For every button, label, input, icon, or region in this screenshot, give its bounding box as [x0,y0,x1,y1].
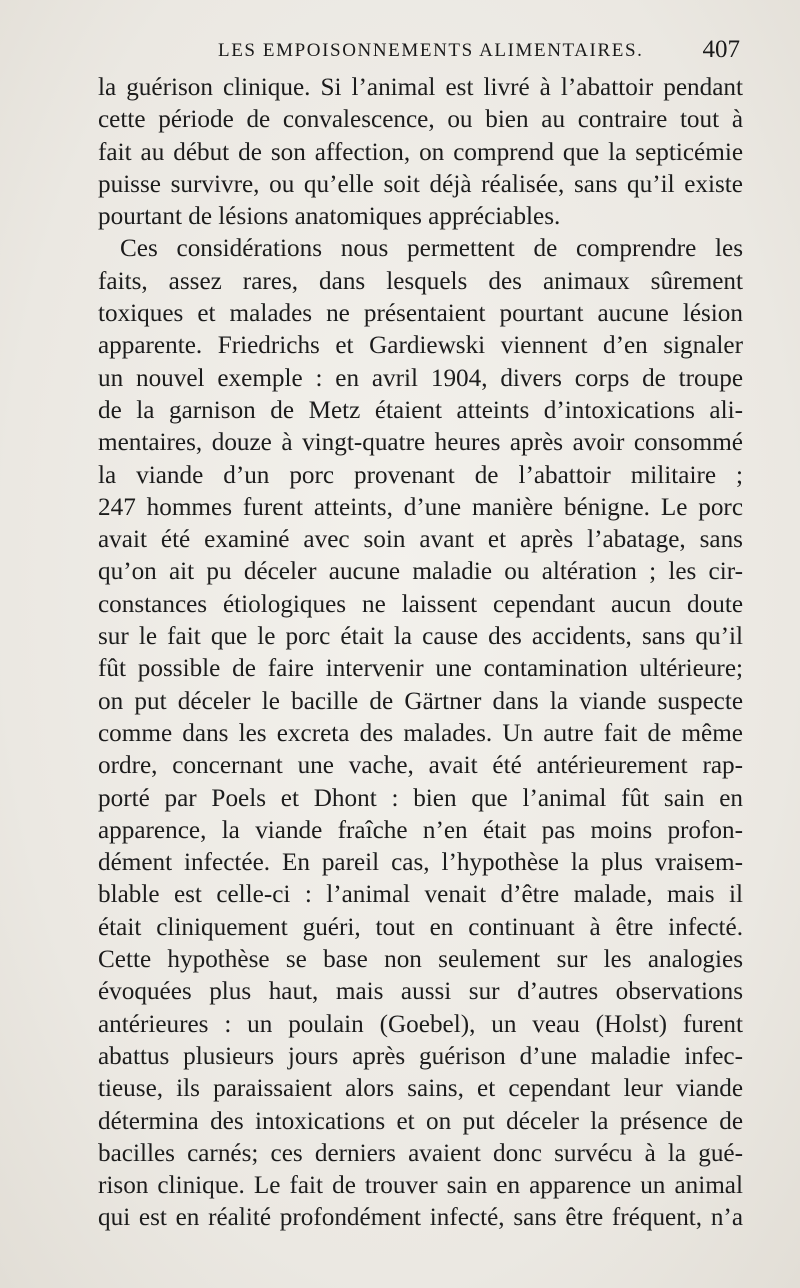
page-header [140,36,750,70]
text-line: puisse survivre, ou qu’elle soit déjà réalisée, sans qu’il existe [98,170,743,198]
page-number: 407 [702,36,740,63]
text-line: dément infectée. En pareil cas, l’hypothèse la plus vraisem- [98,849,743,877]
text-line: antérieures : un poulain (Goebel), un veau (Holst) furent [98,1010,743,1038]
text-line: la guérison clinique. Si l’animal est livré à l’abattoir pendant [98,74,743,101]
text-line: comme dans les excreta des malades. Un autre fait de même [98,719,743,747]
text-line: de la garnison de Metz étaient atteints d’intoxications ali- [98,396,743,424]
text-line: Ces considérations nous permettent de comprendre les [120,235,743,263]
text-line: rison clinique. Le fait de trouver sain en apparence un animal [98,1172,743,1200]
text-line: détermina des intoxications et on put déceler la présence de [98,1107,743,1135]
text-line: tieuse, ils paraissaient alors sains, et cependant leur viande [98,1075,743,1103]
text-line: blable est celle-ci : l’animal venait d’être malade, mais il [98,881,743,909]
running-title: LES EMPOISONNEMENTS ALIMENTAIRES. [218,40,644,61]
text-line: mentaires, douze à vingt-quatre heures après avoir consommé [98,429,743,457]
text-line: la viande d’un porc provenant de l’abattoir militaire ; [98,461,743,489]
text-line: faits, assez rares, dans lesquels des animaux sûrement [98,267,743,295]
text-line: qu’on ait pu déceler aucune maladie ou altération ; les cir- [98,558,743,586]
text-line: qui est en réalité profondément infecté, sans être fréquent, n’a [98,1204,743,1232]
text-line: fût possible de faire intervenir une contamination ultérieure; [98,655,743,683]
text-line: un nouvel exemple : en avril 1904, divers corps de troupe [98,364,743,392]
text-line: on put déceler le bacille de Gärtner dans la viande suspecte [98,687,743,715]
text-line: toxiques et malades ne présentaient pourtant aucune lésion [98,300,743,328]
text-line: cette période de convalescence, ou bien au contraire tout à [98,106,743,134]
text-line: sur le fait que le porc était la cause des accidents, sans qu’il [98,623,743,651]
text-line: avait été examiné avec soin avant et après l’abatage, sans [98,526,743,554]
text-line: constances étiologiques ne laissent cependant aucun doute [98,590,743,618]
text-line: 247 hommes furent atteints, d’une manière bénigne. Le porc [98,493,743,521]
text-line: bacilles carnés; ces derniers avaient donc survécu à la gué- [98,1139,743,1167]
text-line: ordre, concernant une vache, avait été antérieurement rap- [98,752,743,780]
text-line: était cliniquement guéri, tout en continuant à être infecté. [98,913,743,941]
text-line: apparente. Friedrichs et Gardiewski viennent d’en signaler [98,332,743,360]
text-line: abattus plusieurs jours après guérison d’une maladie infec- [98,1042,743,1070]
text-line: évoquées plus haut, mais aussi sur d’autres observations [98,978,743,1006]
text-line: porté par Poels et Dhont : bien que l’animal fût sain en [98,784,743,812]
text-line: apparence, la viande fraîche n’en était pas moins profon- [98,816,743,844]
text-line: fait au début de son affection, on comprend que la septicémie [98,138,743,166]
text-line: Cette hypothèse se base non seulement sur les analogies [98,946,743,974]
text-line: pourtant de lésions anatomiques appréciables. [98,203,561,231]
body-text [98,72,743,1235]
